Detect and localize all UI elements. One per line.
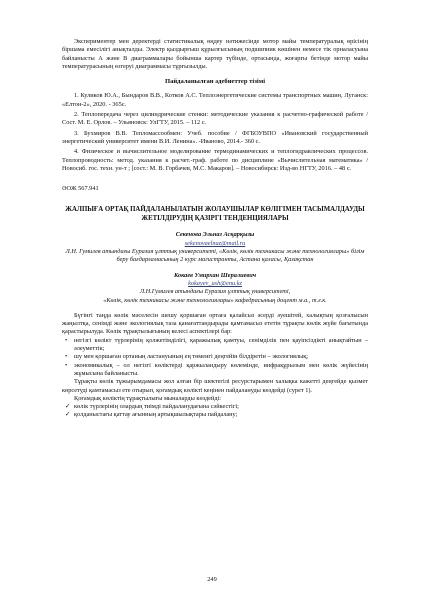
reference-item: 1. Куликов Ю.А., Бындаров В.В., Котков А.С. Теплоэнергетические системы транспортных машин, Луганск: «Елтон-2», 2020. - 365с. xyxy=(62,92,368,108)
reference-item: 2. Теплопередача через цилиндрические стенки: методические указания к расчетно-графической работе / Сост. М. Е. Орлов. – Ульяновск: УлГТУ, 2015. – 112 с. xyxy=(62,111,368,127)
list-item: ✓ көлік түрлерінің олардың тиімді пайдаланудағына сәйкестігі; xyxy=(65,403,239,411)
checkmark-icon: ✓ xyxy=(65,403,71,411)
reference-item: 4. Физическое и вычислительное моделирование термодинамических и теплогидравлических процессов. Теплопроводность: метод. указания к расчет.-граф. работе по дисциплине «Вычислительная математика» / Новосиб. гос. техн. ун-т ; [сост.: М. В. Горбачев, М.С. Макаров]. – Новосибирск: Изд-во НГТУ, 2016. – 48 с. xyxy=(62,148,368,172)
list-item: • экономикалық – ол негізгі көліктерді қаржыландыру көлемінде, инфрақұрылым мен көлік жүйесінің жұмысына байланысты. xyxy=(65,361,368,377)
list-item: • шу мен қоршаған ортаның ластануының ең төменгі деңгейін білдіретін – экологиялық; xyxy=(65,353,309,361)
author-name: Секенова Эльназ Асқарқызы xyxy=(175,231,255,239)
author-name: Кокаев Умирхан Шералиевич xyxy=(173,271,257,279)
author-email-link[interactable]: kokayev_ush@enu.kz xyxy=(188,279,242,287)
bullet-icon: • xyxy=(65,336,68,344)
page-number: 249 xyxy=(207,576,217,583)
udc-code: ӘОЖ 567.941 xyxy=(62,185,99,193)
list-item: ✓ қолданыстағы қаттау ағынның артықшылықтары пайдалану; xyxy=(65,411,238,419)
body-paragraph: Бүгінгі таңда көлік мәселесін шешу қоршаған ортаға қалайсыз әсерді әуешітей, халықтың қозғалысын жаңылтқа, сенімді және экологиялық таза қанағаттандырады қамтамасыз ететін тұрақты көлік жүйе бағытында қарастырылуда. Көлік тұрақтылығының келесі аспектілері бар: xyxy=(62,311,368,336)
author-email-link[interactable]: sekenovaelnaz@mail.ru xyxy=(184,239,246,247)
author-affiliation: Л.Н. Гумилев атындағы Еуразия ұлттық университеті, «Көлік, көлік техникасы және технологиялары» білім беру бағдарламасының 2 курс магистранты, Астана қаласы, Қазақстан xyxy=(65,248,365,264)
checklist xyxy=(62,403,368,420)
article-title: ЖАЛПЫҒА ОРТАҚ ПАЙДАЛАНЫЛАТЫН ЖОЛАУШЫЛАР КӨЛІГІМЕН ТАСЫМАЛДАУДЫ ЖЕТІЛДІРУДІҢ ҚАЗІРГІ ТЕНДЕНЦИЯЛАРЫ xyxy=(65,206,365,223)
list-item: • негізгі көлікт түрлерінің қолжетімділігі, қаражылық қамтуы, сенімділік пен қауіпсіздікті анықтайтын – әлеуметтік; xyxy=(65,336,368,353)
aspects-list xyxy=(62,337,368,378)
author-affiliation: «Көлік, көлік техникасы және технологиялары» кафедрасының доцент м.а., т.ғ.к. xyxy=(103,296,327,304)
bullet-icon: • xyxy=(65,353,68,361)
body-paragraph: Тұрақты көлік тұжырымдамасы жол алған бір шектегілі ресурстарымен халықка кажетті деңгейде қызмет көрсетуді қамтамасыз ете отырып, қоғамдық көлікті кеңінен пайдалануды көздейді (сурет 1). xyxy=(62,378,368,394)
author-affiliation: Л.Н.Гумилев атындағы Еуразия ұлттық университеті, xyxy=(139,288,291,296)
reference-item: 3. Бухмиров В.В. Тепломассообмен: Учеб. пособие / ФГБОУВПО «Ивановский государственный энергетический университет имени В.И. Ленина». -Иваново, 2014.- 360 с. xyxy=(62,129,368,145)
body-paragraph: Қоғамдық көліктің тұрақтылығы мыналарды көздейді: xyxy=(74,394,222,402)
bullet-icon: • xyxy=(65,361,68,369)
intro-paragraph: Экспериментер мен деректерді статистикалық өңдеу нәтижесінде мотор майы температуралық өрісінің біршама емесілігі анықталды. Электр қыздырғыш құрылғысының подшипник көшінен немесе тік орналасуына байланысты А және В диаграммалары бойынша картер түбінде, ортасында, жоғарғы бетінде мотор майы температурасының өзгеруі диаграммасы тұрғызылды. xyxy=(62,38,368,70)
references-title: Пайдаланылған әдебиеттер тізімі xyxy=(164,78,266,86)
checkmark-icon: ✓ xyxy=(65,411,71,419)
page-content xyxy=(62,38,368,420)
